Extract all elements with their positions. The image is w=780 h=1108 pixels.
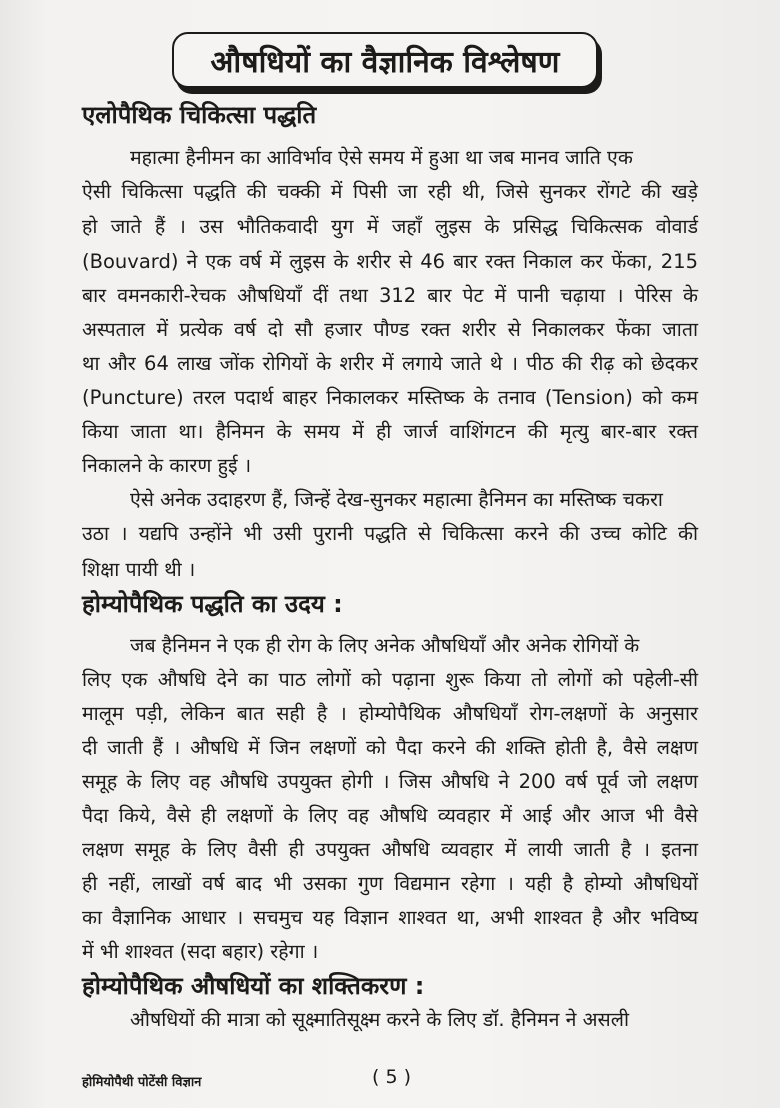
text-line: जब हैनिमन ने एक ही रोग के लिए अनेक औषधियाँ और अनेक रोगियों के <box>130 634 640 657</box>
text-line: था और 64 लाख जोंक रोगियों के शरीर में लगाये जाते थे । पीठ की रीढ़ को छेदकर <box>82 352 698 375</box>
text-line: उठा । यद्यपि उन्होंने भी उसी पुरानी पद्धति से चिकित्सा करने की उच्च कोटि की <box>82 522 698 545</box>
text-line: का वैज्ञानिक आधार । सचमुच यह विज्ञान शाश्वत था, अभी शाश्वत है और भविष्य <box>82 906 698 929</box>
text-line: ऐसे अनेक उदाहरण हैं, जिन्हें देख-सुनकर महात्मा हैनिमन का मस्तिष्क चकरा <box>130 488 663 511</box>
chapter-title-box <box>172 32 598 88</box>
text-line: औषधियों की मात्रा को सूक्ष्मातिसूक्ष्म करने के लिए डॉ. हैनिमन ने असली <box>130 1008 630 1031</box>
text-line: (Puncture) तरल पदार्थ बाहर निकालकर मस्तिष्क के तनाव (Tension) को कम <box>82 386 698 409</box>
text-line: में भी शाश्वत (सदा बहार) रहेगा । <box>82 940 319 963</box>
page-number: ( 5 ) <box>372 1066 411 1088</box>
text-line: समूह के लिए वह औषधि उपयुक्त होगी । जिस औषधि ने 200 वर्ष पूर्व जो लक्षण <box>82 770 698 793</box>
text-line: ऐसी चिकित्सा पद्धति की चक्की में पिसी जा रही थी, जिसे सुनकर रोंगटे की खड़े <box>82 180 698 203</box>
chapter-title: औषधियों का वैज्ञानिक विश्लेषण <box>210 44 560 80</box>
text-line: पैदा किये, वैसे ही लक्षणों के लिए वह औषधि व्यवहार में आई और आज भी वैसे <box>82 804 698 827</box>
text-line: ही नहीं, लाखों वर्ष बाद भी उसका गुण विद्यमान रहेगा । यही है होम्यो औषधियों <box>82 872 698 895</box>
text-line: महात्मा हैनीमन का आविर्भाव ऐसे समय में हुआ था जब मानव जाति एक <box>130 146 633 169</box>
section-heading: होम्योपैथिक औषधियों का शक्तिकरण : <box>82 972 425 1000</box>
text-line: शिक्षा पायी थी । <box>82 558 196 581</box>
footer-book-title: होमियोपैथी पोटेंसी विज्ञान <box>82 1075 202 1090</box>
text-line: लिए एक औषधि देने का पाठ लोगों को पढ़ाना शुरू किया तो लोगों को पहेली-सी <box>82 668 698 691</box>
text-line: निकालने के कारण हुई । <box>82 454 252 477</box>
text-line: (Bouvard) ने एक वर्ष में लुइस के शरीर से 46 बार रक्त निकाल कर फेंका, 215 <box>82 250 698 273</box>
text-line: मालूम पड़ी, लेकिन बात सही है । होम्योपैथिक औषधियाँ रोग-लक्षणों के अनुसार <box>82 702 698 725</box>
text-line: दी जाती हैं । औषधि में जिन लक्षणों को पैदा करने की शक्ति होती है, वैसे लक्षण <box>82 736 698 759</box>
text-line: लक्षण समूह के लिए वैसी ही उपयुक्त औषधि व्यवहार में लायी जाती है । इतना <box>82 838 698 861</box>
text-line: हो जाते हैं । उस भौतिकवादी युग में जहाँ लुइस के प्रसिद्ध चिकित्सक वोवार्ड <box>82 215 698 238</box>
text-line: बार वमनकारी-रेचक औषधियाँ दीं तथा 312 बार पेट में पानी चढ़ाया । पेरिस के <box>82 284 698 307</box>
text-line: किया जाता था। हैनिमन के समय में ही जार्ज वाशिंगटन की मृत्यु बार-बार रक्त <box>82 420 698 443</box>
text-line: अस्पताल में प्रत्येक वर्ष दो सौ हजार पौण्ड रक्त शरीर से निकालकर फेंका जाता <box>82 318 698 341</box>
section-heading: होम्योपैथिक पद्धति का उदय : <box>82 590 343 618</box>
section-heading: एलोपैथिक चिकित्सा पद्धति <box>82 101 317 129</box>
